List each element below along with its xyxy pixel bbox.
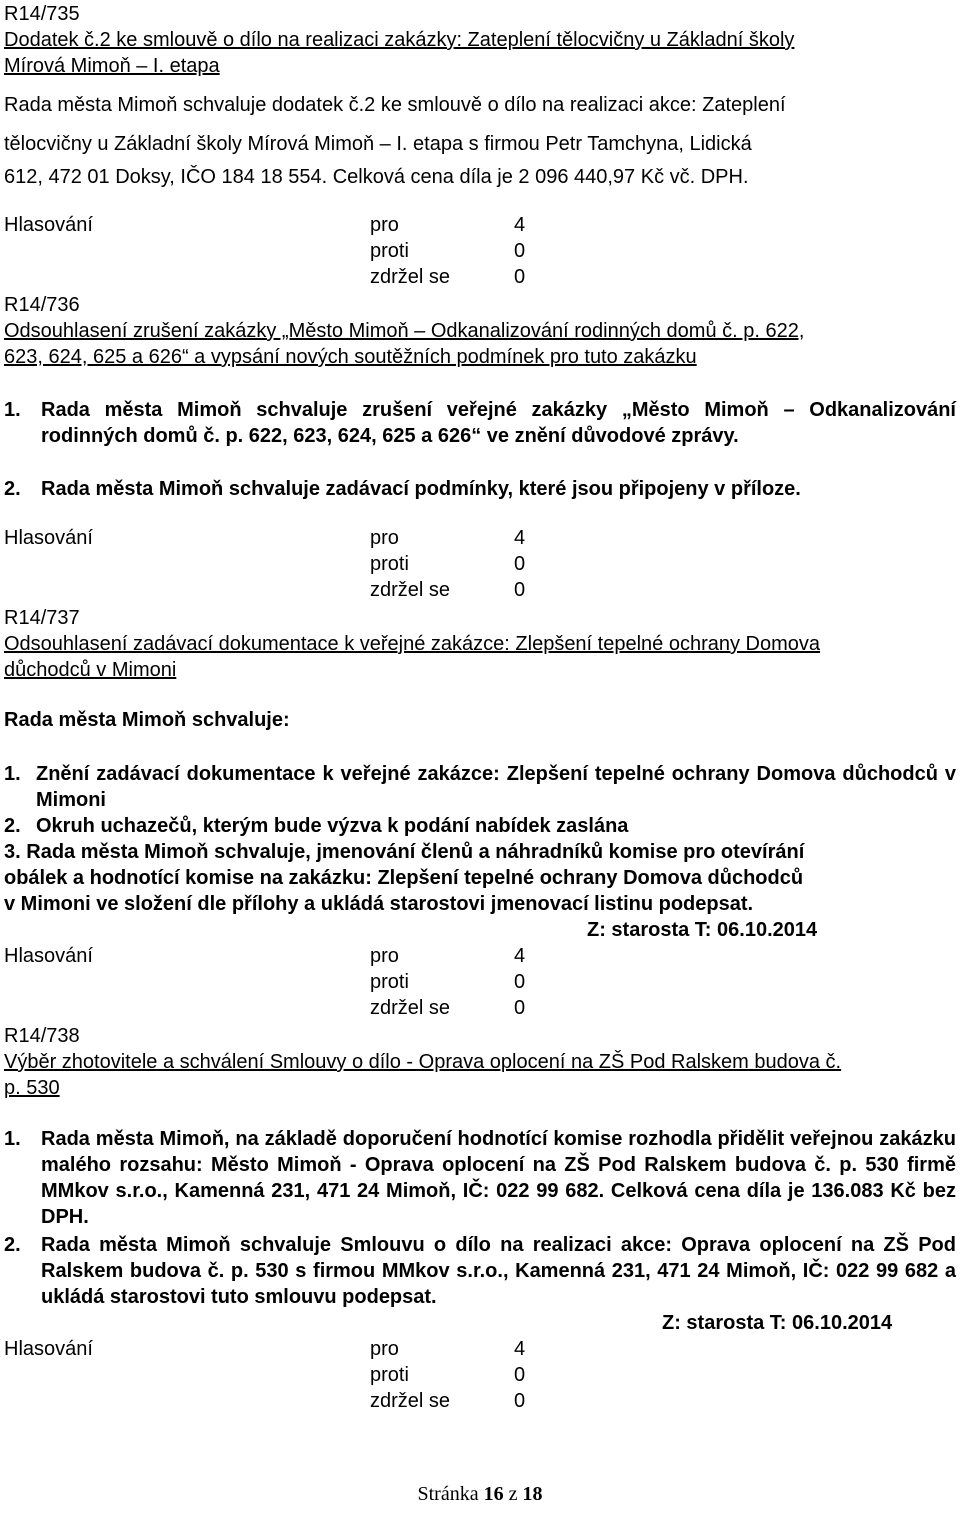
vote-count-abstain: 0 [514, 579, 526, 601]
item-number: 1. [4, 1128, 21, 1150]
resolution-text: tělocvičny u Základní školy Mírová Mimoň – I. etapa s firmou Petr Tamchyna, Lidická [4, 133, 752, 155]
vote-row-for [4, 1336, 604, 1362]
resolution-item [4, 1232, 956, 1310]
resolution-code: R14/735 [4, 3, 80, 25]
vote-label-for: pro [370, 527, 399, 549]
item-number: 2. [4, 815, 21, 837]
vote-row-abstain [4, 577, 604, 603]
page-of-label: z [508, 1483, 518, 1505]
vote-count-abstain: 0 [514, 997, 526, 1019]
item-number: 1. [4, 399, 21, 421]
vote-label-against: proti [370, 1364, 409, 1386]
vote-label-against: proti [370, 240, 409, 262]
vote-count-for: 4 [514, 1338, 526, 1360]
responsible-deadline: Z: starosta T: 06.10.2014 [662, 1312, 893, 1334]
page-label: Stránka [417, 1483, 479, 1505]
item-text: Rada města Mimoň schvaluje Smlouvu o dílo na realizaci akce: Oprava oplocení na ZŠ Pod Ralskem budova č. p. 530 s firmou MMkov s.r.o., Kamenná 231, 471 24 Mimoň, IČ: 022 99 682 a ukládá starostovi tuto smlouvu podepsat. [41, 1234, 956, 1308]
page-footer [0, 1481, 960, 1507]
vote-row-for [4, 943, 604, 969]
resolution-item [4, 839, 804, 865]
item-text: Okruh uchazečů, kterým bude výzva k podání nabídek zaslána [36, 815, 629, 837]
resolution-item [4, 476, 956, 502]
item-text-continued: v Mimoni ve složení dle přílohy a ukládá starostovi jmenovací listinu podepsat. [4, 893, 754, 915]
item-number: 2. [4, 478, 21, 500]
item-text: Rada města Mimoň, na základě doporučení hodnotící komise rozhodla přidělit veřejnou zakázku malého rozsahu: Město Mimoň - Oprava oplocení na ZŠ Pod Ralskem budova č. p. 530 firmě MMkov s.r.o., Kamenná 231, 471 24 Mimoň, IČ: 022 99 682. Celková cena díla je 136.083 Kč bez DPH. [41, 1128, 956, 1228]
vote-label-abstain: zdržel se [370, 997, 451, 1019]
resolution-title: Výběr zhotovitele a schválení Smlouvy o dílo - Oprava oplocení na ZŠ Pod Ralskem budova č. [4, 1051, 842, 1073]
page-number: 16 [483, 1483, 504, 1505]
vote-label-for: pro [370, 945, 399, 967]
vote-label-abstain: zdržel se [370, 579, 451, 601]
item-text: Rada města Mimoň schvaluje zrušení veřejné zakázky „Město Mimoň – Odkanalizování rodinných domů č. p. 622, 623, 624, 625 a 626“ ve znění důvodové zprávy. [41, 399, 956, 447]
vote-heading: Hlasování [4, 527, 93, 549]
vote-heading: Hlasování [4, 214, 93, 236]
vote-count-against: 0 [514, 1364, 526, 1386]
resolution-intro: Rada města Mimoň schvaluje: [4, 709, 290, 731]
item-text: Rada města Mimoň schvaluje, jmenování členů a náhradníků komise pro otevírání [26, 841, 805, 863]
vote-row-against [4, 1362, 604, 1388]
vote-row-against [4, 238, 604, 264]
vote-label-against: proti [370, 553, 409, 575]
vote-row-abstain [4, 995, 604, 1021]
vote-label-against: proti [370, 971, 409, 993]
resolution-code: R14/736 [4, 294, 80, 316]
resolution-title: Dodatek č.2 ke smlouvě o dílo na realizaci zakázky: Zateplení tělocvičny u Základní školy [4, 29, 795, 51]
vote-count-against: 0 [514, 971, 526, 993]
vote-heading: Hlasování [4, 1338, 93, 1360]
vote-count-for: 4 [514, 214, 526, 236]
vote-row-against [4, 551, 604, 577]
resolution-title: důchodců v Mimoni [4, 659, 177, 681]
page-total: 18 [522, 1483, 543, 1505]
responsible-deadline: Z: starosta T: 06.10.2014 [587, 919, 818, 941]
resolution-item [4, 813, 956, 839]
vote-count-abstain: 0 [514, 266, 526, 288]
vote-row-abstain [4, 1388, 604, 1414]
item-text: Znění zadávací dokumentace k veřejné zakázce: Zlepšení tepelné ochrany Domova důchodců v Mimoni [36, 763, 956, 811]
item-number: 2. [4, 1234, 21, 1256]
vote-count-abstain: 0 [514, 1390, 526, 1412]
vote-row-against [4, 969, 604, 995]
vote-label-for: pro [370, 1338, 399, 1360]
resolution-title: p. 530 [4, 1077, 60, 1099]
vote-row-abstain [4, 264, 604, 290]
vote-row-for [4, 525, 604, 551]
resolution-code: R14/737 [4, 607, 80, 629]
resolution-title: Mírová Mimoň – I. etapa [4, 55, 220, 77]
vote-label-abstain: zdržel se [370, 266, 451, 288]
vote-label-for: pro [370, 214, 399, 236]
resolution-code: R14/738 [4, 1025, 80, 1047]
resolution-text: 612, 472 01 Doksy, IČO 184 18 554. Celková cena díla je 2 096 440,97 Kč vč. DPH. [4, 166, 749, 188]
resolution-item [4, 397, 956, 475]
resolution-item [4, 1126, 956, 1230]
vote-row-for [4, 212, 604, 238]
vote-heading: Hlasování [4, 945, 93, 967]
vote-count-against: 0 [514, 240, 526, 262]
vote-count-for: 4 [514, 945, 526, 967]
item-text-continued: obálek a hodnotící komise na zakázku: Zlepšení tepelné ochrany Domova důchodců [4, 867, 804, 889]
resolution-text: Rada města Mimoň schvaluje dodatek č.2 ke smlouvě o dílo na realizaci akce: Zateplení [4, 94, 786, 116]
resolution-title: Odsouhlasení zadávací dokumentace k veřejné zakázce: Zlepšení tepelné ochrany Domova [4, 633, 821, 655]
vote-count-for: 4 [514, 527, 526, 549]
vote-count-against: 0 [514, 553, 526, 575]
resolution-title: Odsouhlasení zrušení zakázky „Město Mimoň – Odkanalizování rodinných domů č. p. 622, [4, 320, 805, 342]
item-number: 1. [4, 763, 21, 785]
item-number: 3. [4, 841, 21, 863]
vote-label-abstain: zdržel se [370, 1390, 451, 1412]
resolution-title: 623, 624, 625 a 626“ a vypsání nových soutěžních podmínek pro tuto zakázku [4, 346, 697, 368]
item-text: Rada města Mimoň schvaluje zadávací podmínky, které jsou připojeny v příloze. [41, 478, 801, 500]
resolution-item [4, 761, 956, 813]
